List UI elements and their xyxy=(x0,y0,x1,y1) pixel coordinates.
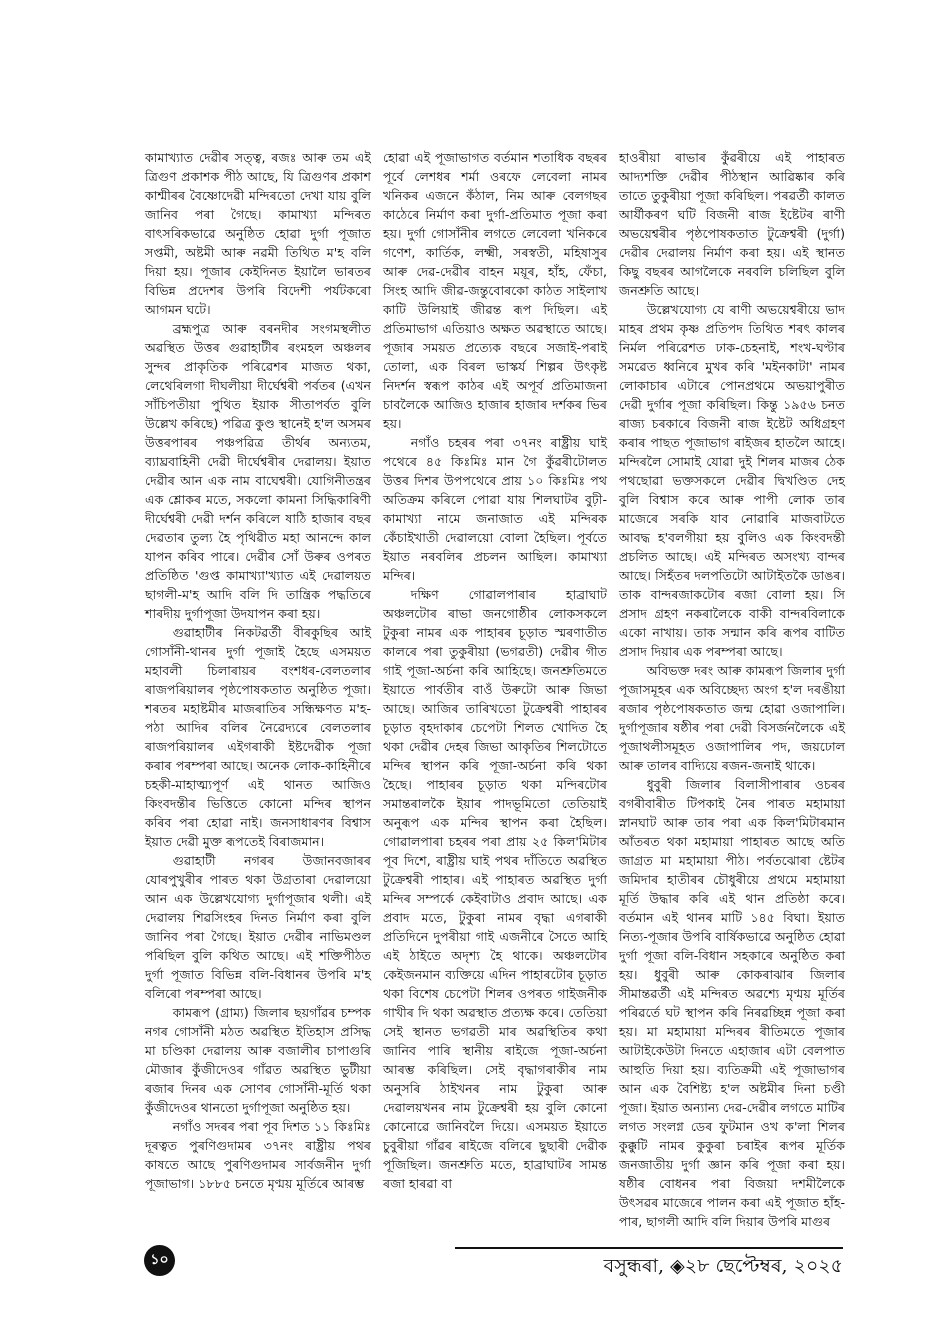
page-number: ১০ xyxy=(144,1245,175,1276)
article-column-3 xyxy=(619,148,845,1231)
article-column-2 xyxy=(383,148,607,1193)
paragraph: ব্ৰহ্মপুত্ৰ আৰু বৰনদীৰ সংগমস্থলীত অৱস্থিত উত্তৰ গুৱাহাটীৰ ৰংমহল অঞ্চলৰ সুন্দৰ প্ৰাকৃতিক পৰিৱেশৰ মাজত থকা, লেথেৰিলগা দীঘলীয়া দীৰ্ঘেশ্বৰী পৰ্বতৰ (এখন সাঁচিপতীয়া পুথিত ইয়াক সীতাপৰ্বত বুলি উল্লেখ কৰিছে) পৱিত্ৰ কুণ্ড স্থানেই হ'ল অসমৰ উত্তৰপাৰৰ পঞ্চপৱিত্ৰ তীৰ্থৰ অন্যতম, ব্যাঘ্ৰবাহিনী দেৱী দীৰ্ঘেশ্বৰীৰ দেৱালয়। ইয়াত দেৱীৰ আন এক নাম বাঘেশ্বৰী। যোগিনীতন্ত্ৰৰ এক শ্লোকৰ মতে, সকলো কামনা সিদ্ধিকাৰিণী দীৰ্ঘেশ্বৰী দেৱী দৰ্শন কৰিলে ষাঠি হাজাৰ বছৰ দেৱতাৰ তুল্য হৈ পৃথিৱীত মহা আনন্দে কাল যাপন কৰিব পাৰে। দেৱীৰ সোঁ উৰুৰ ওপৰত প্ৰতিষ্ঠিত 'গুপ্ত কামাখ্যা'খ্যাত এই দেৱালয়ত ছাগলী-ম'হ আদি বলি দি তান্ত্ৰিক পদ্ধতিৰে শাৰদীয় দুৰ্গাপূজা উদযাপন কৰা হয়। xyxy=(145,321,371,621)
paragraph: উল্লেখযোগ্য যে ৰাণী অভয়েশ্বৰীয়ে ভাদ মাহৰ প্ৰথম কৃষ্ণ প্ৰতিপদ তিথিত শৰৎ কালৰ নিৰ্মল পৰিৱেশত ঢাক-চেহনাই, শংখ-ঘণ্টাৰ সমৱেত ধ্বনিৰে মুখৰ কৰি 'মইনকাটা' নামৰ লোকাচাৰ এটাৰে পোনপ্ৰথমে অভয়াপুৰীত দেৱী দুৰ্গাৰ পূজা কৰিছিল। কিন্তু ১৯৫৬ চনত ৰাজ্য চৰকাৰে বিজনী ৰাজ ইষ্টেট অধিগ্ৰহণ কৰাৰ পাছত পূজাভাগ ৰাইজৰ হাতলৈ আহে। মন্দিৰলৈ সোমাই যোৱা দুই শিলৰ মাজৰ ঠেক পথছোৱা ভক্তসকলে দেৱীৰ দ্বিখণ্ডিত দেহ বুলি বিশ্বাস কৰে আৰু পাপী লোক তাৰ মাজেৰে সৰকি যাব নোৱাৰি মাজবাটতে আবদ্ধ হ'বলগীয়া হয় বুলিও এক কিংবদন্তী প্ৰচলিত আছে। এই মন্দিৰত অসংখ্য বান্দৰ আছে। সিহঁতৰ দলপতিটো আটাইতকৈ ডাঙৰ। তাক বান্দৰজাকটোৰ ৰজা বোলা হয়। সি প্ৰসাদ গ্ৰহণ নকৰালৈকে বাকী বান্দৰবিলাকে একো নাখায়। তাক সন্মান কৰি ৰূপৰ বাটিত প্ৰসাদ দিয়াৰ এক পৰম্পৰা আছে। xyxy=(619,302,845,659)
paragraph: হোৱা এই পূজাভাগত বৰ্তমান শতাধিক বছৰৰ পূৰ্বে লেশধৰ শৰ্মা ওৰফে লেবেলা নামৰ খনিকৰ এজনে কঁঠাল, নিম আৰু বেলগছৰ কাঠেৰে নিৰ্মাণ কৰা দুৰ্গা-প্ৰতিমাত পূজা কৰা হয়। দুৰ্গা গোসাঁনীৰ লগতে লেবেলা খনিকৰে গণেশ, কাৰ্তিক, লক্ষ্মী, সৰস্বতী, মহিষাসুৰ আৰু দেৱ-দেৱীৰ বাহন ময়ূৰ, হাঁহ, ফেঁচা, সিংহ আদি জীৱ-জন্তুবোৰকো কাঠত সাইলাখ কাটি উলিয়াই জীৱন্ত ৰূপ দিছিল। এই প্ৰতিমাভাগ এতিয়াও অক্ষত অৱস্থাতে আছে। পূজাৰ সময়ত প্ৰত্যেক বছৰে সজাই-পৰাই তোলা, এক বিৰল ভাস্কৰ্য শিল্পৰ উৎকৃষ্ট নিদৰ্শন স্বৰূপ কাঠৰ এই অপূৰ্ব প্ৰতিমাজনা চাবলৈকে আজিও হাজাৰ হাজাৰ দৰ্শকৰ ভিৰ হয়। xyxy=(383,150,607,431)
paragraph: গুৱাহাটীৰ নিকটৱৰ্তী বীৰকুছিৰ আই গোসাঁনী-থানৰ দুৰ্গা পূজাই হৈছে এসময়ত মহাবলী চিলাৰায়ৰ বংশধৰ-বেলতলাৰ ৰাজপৰিয়ালৰ পৃষ্ঠপোষকতাত অনুষ্ঠিত পূজা। শৰতৰ মহাষ্টমীৰ মাজৰাতিৰ সন্ধিক্ষণত ম'হ-পঠা আদিৰ বলিৰ নৈৱেদ্যৰে বেলতলাৰ ৰাজপৰিয়ালৰ এইগৰাকী ইষ্টদেৱীক পূজা কৰাৰ পৰম্পৰা আছে। অনেক লোক-কাহিনীৰে চহকী-মাহাত্ম্যপূৰ্ণ এই থানত আজিও কিংবদন্তীৰ ভিত্তিতে কোনো মন্দিৰ স্থাপন কৰিব পৰা হোৱা নাই। জনসাধাৰণৰ বিশ্বাস ইয়াত দেৱী মুক্ত ৰূপতেই বিৰাজমান। xyxy=(145,625,371,849)
paragraph: গুৱাহাটী নগৰৰ উজানবজাৰৰ যোৰপুখুৰীৰ পাৰত থকা উগ্ৰতাৰা দেৱালয়ো আন এক উল্লেখযোগ্য দুৰ্গাপূজাৰ থলী। এই দেৱালয় শিৱসিংহৰ দিনত নিৰ্মাণ কৰা বুলি জানিব পৰা গৈছে। ইয়াত দেৱীৰ নাভিমণ্ডল পৰিছিল বুলি কথিত আছে। এই শক্তিপীঠত দুৰ্গা পূজাত বিভিন্ন বলি-বিধানৰ উপৰি ম'হ বলিৰো পৰম্পৰা আছে। xyxy=(145,853,371,1001)
paragraph: হাওৰীয়া ৰাভাৰ কুঁৱৰীয়ে এই পাহাৰত আদ্যশক্তি দেৱীৰ পীঠস্থান আৱিষ্কাৰ কৰি তাতে তুকুৰীয়া পূজা কৰিছিল। পৰৱৰ্তী কালত আৰ্যীকৰণ ঘটি বিজনী ৰাজ ইষ্টেটৰ ৰাণী অভয়েশ্বৰীৰ পৃষ্ঠপোষকতাত টুক্ৰেশ্বৰী (দুৰ্গা) দেৱীৰ দেৱালয় নিৰ্মাণ কৰা হয়। এই স্থানত কিছু বছৰৰ আগলৈকে নৰবলি চলিছিল বুলি জনশ্ৰুতি আছে। xyxy=(619,150,845,298)
paragraph: ধুবুৰী জিলাৰ বিলাসীপাৰাৰ ওচৰৰ বগৰীবাৰীত টিপকাই নৈৰ পাৰত মহামায়া স্নানঘাট আৰু তাৰ পৰা এক কিল'মিটাৰমান আঁতৰত থকা মহামায়া পাহাৰত আছে অতি জাগ্ৰত মা মহামায়া পীঠ। পৰ্বতঝোৰা ষ্টেটৰ জমিদাৰ হাতীৰৰ চৌধুৰীয়ে প্ৰথমে মহামায়া মূৰ্তি উদ্ধাৰ কৰি এই থান প্ৰতিষ্ঠা কৰে। বৰ্তমান এই থানৰ মাটি ১৪৫ বিঘা। ইয়াত নিত্য-পূজাৰ উপৰি বাৰ্ষিকভাৱে অনুষ্ঠিত হোৱা দুৰ্গা পূজা বলি-বিধান সহকাৰে অনুষ্ঠিত কৰা হয়। ধুবুৰী আৰু কোকৰাঝাৰ জিলাৰ সীমান্তৱৰ্তী এই মন্দিৰত অৱশ্যে মৃণ্ময় মূৰ্তিৰ পৰিৱৰ্তে ঘট স্থাপন কৰি নিৰৱচ্ছিন্ন পূজা কৰা হয়। মা মহামায়া মন্দিৰৰ ৰীতিমতে পূজাৰ আটাইকেউটা দিনতে এহাজাৰ এটা বেলপাত আহুতি দিয়া হয়। ব্যতিক্ৰমী এই পূজাভাগৰ আন এক বৈশিষ্ট্য হ'ল অষ্টমীৰ দিনা চণ্ডী পূজা। ইয়াত অন্যান্য দেৱ-দেৱীৰ লগতে মাটিৰ লগত সংলগ্ন ডেৰ ফুটমান ওখ ক'লা শিলৰ কুক্কুটি নামৰ কুকুৰা চৰাইৰ ৰূপৰ মূৰ্তিক জনজাতীয় দুৰ্গা জ্ঞান কৰি পূজা কৰা হয়। ষষ্ঠীৰ বোধনৰ পৰা বিজয়া দশমীলৈকে উৎসৱৰ মাজেৰে পালন কৰা এই পূজাত হাঁহ-পাৰ, ছাগলী আদি বলি দিয়াৰ উপৰি মাগুৰ xyxy=(619,777,845,1229)
paragraph: অবিভক্ত দৰং আৰু কামৰূপ জিলাৰ দুৰ্গা পূজাসমূহৰ এক অবিচ্ছেদ্য অংগ হ'ল দৰঙীয়া ৰজাৰ পৃষ্ঠপোষকতাত জন্ম হোৱা ওজাপালি। দুৰ্গাপূজাৰ ষষ্ঠীৰ পৰা দেৱী বিসৰ্জনলৈকে এই পূজাথলীসমূহত ওজাপালিৰ পদ, জয়ঢোল আৰু তালৰ বাদ্যিয়ে ৰজন-জনাই থাকে। xyxy=(619,663,845,773)
page-footer xyxy=(0,1245,945,1305)
paragraph: কামাখ্যাত দেৱীৰ সত্ত্ব, ৰজঃ আৰু তম এই ত্ৰিগুণ প্ৰকাশক পীঠ আছে, যি ত্ৰিগুণৰ প্ৰকাশ কাশ্মীৰৰ বৈষ্ণোদেৱী মন্দিৰতো দেখা যায় বুলি জানিব পৰা গৈছে। কামাখ্যা মন্দিৰত বাৎসৰিকভাৱে অনুষ্ঠিত হোৱা দুৰ্গা পূজাত সপ্তমী, অষ্টমী আৰু নৱমী তিথিত ম'হ বলি দিয়া হয়। পূজাৰ কেইদিনত ইয়ালৈ ভাৰতৰ বিভিন্ন প্ৰদেশৰ উপৰি বিদেশী পৰ্যটকৰো আগমন ঘটে। xyxy=(145,150,371,317)
paragraph: নগাঁও চহৰৰ পৰা ৩৭নং ৰাষ্ট্ৰীয় ঘাই পথেৰে ৪৫ কিঃমিঃ মান গৈ কুঁৱৰীটোলত উত্তৰ দিশৰ উপপথেৰে প্ৰায় ১০ কিঃমিঃ পথ অতিক্ৰম কৰিলে পোৱা যায় শিলঘাটৰ বুঢ়ী-কামাখ্যা নামে জনাজাত এই মন্দিৰক কেঁচাইখাতী দেৱালয়ো বোলা হৈছিল। পূৰ্বতে ইয়াত নৰবলিৰ প্ৰচলন আছিল। কামাখ্যা মন্দিৰ। xyxy=(383,435,607,583)
paragraph: দক্ষিণ গোৱালপাৰাৰ হাব্ৰাঘাট অঞ্চলটোৰ ৰাভা জনগোষ্ঠীৰ লোকসকলে টুকুৰা নামৰ এক পাহাৰৰ চূড়াত স্মৰণাতীত কালৰে পৰা তুকুৰীয়া (ভগৱতী) দেৱীৰ গীত গাই পূজা-অৰ্চনা কৰি আহিছে। জনশ্ৰুতিমতে ইয়াতে পাৰ্বতীৰ বাওঁ উৰুটো আৰু জিভা আছে। আজিৰ তাৰিখতো টুক্ৰেশ্বৰী পাহাৰৰ চূড়াত বৃহদাকাৰ চেপেটা শিলত খোদিত হৈ থকা দেৱীৰ দেহৰ জিভা আকৃতিৰ শিলটোতে মন্দিৰ স্থাপন কৰি পূজা-অৰ্চনা কৰি থকা হৈছে। পাহাৰৰ চূড়াত থকা মন্দিৰটোৰ সমান্তৰালকৈ ইয়াৰ পাদভূমিতো তেতিয়াই অনুৰূপ এক মন্দিৰ স্থাপন কৰা হৈছিল। গোৱালপাৰা চহৰৰ পৰা প্ৰায় ২৫ কিল'মিটাৰ পূব দিশে, ৰাষ্ট্ৰীয় ঘাই পথৰ দাঁতিতে অৱস্থিত টুক্ৰেশ্বৰী পাহাৰ। এই পাহাৰত অৱস্থিত দুৰ্গা মন্দিৰ সম্পৰ্কে কেইবাটাও প্ৰবাদ আছে। এক প্ৰবাদ মতে, টুকুৰা নামৰ বৃদ্ধা এগৰাকী প্ৰতিদিনে দুপৰীয়া গাই এজনীৰে সৈতে আহি এই ঠাইতে অদৃশ্য হৈ থাকে। অঞ্চলটোৰ কেইজনমান ব্যক্তিয়ে এদিন পাহাৰটোৰ চূড়াত থকা বিশেষ চেপেটা শিলৰ ওপৰত গাইজনীক গাখীৰ দি থকা অৱস্থাত প্ৰত্যক্ষ কৰে। তেতিয়া সেই স্থানত ভগৱতী মাৰ অৱস্থিতিৰ কথা জানিব পাৰি স্থানীয় ৰাইজে পূজা-অৰ্চনা আৰম্ভ কৰিছিল। সেই বৃদ্ধাগৰাকীৰ নাম অনুসৰি ঠাইখনৰ নাম টুকুৰা আৰু দেৱালয়খনৰ নাম টুক্ৰেশ্বৰী হয় বুলি কোনো কোনোৱে জানিবলৈ দিয়ে। এসময়ত ইয়াতে চুবুৰীয়া গাঁৱৰ ৰাইজে বলিৰে ছুছাৰী দেৱীক পূজিছিল। জনশ্ৰুতি মতে, হাব্ৰাঘাটৰ সামন্ত ৰজা হাৰৱা বা xyxy=(383,587,607,1191)
publication-masthead-date: বসুন্ধৰা, ◈২৮ ছেপ্টেম্বৰ, ২০২৫ xyxy=(603,1255,843,1277)
article-column-1 xyxy=(145,148,371,1193)
footer-divider xyxy=(455,1247,843,1249)
paragraph: কামৰূপ (গ্ৰাম্য) জিলাৰ ছয়গাঁৱৰ চম্পক নগৰ গোসাঁনী মঠত অৱস্থিত ইতিহাস প্ৰসিদ্ধ মা চণ্ডিকা দেৱালয় আৰু বজালীৰ চাপাগুৰি মৌজাৰ কুঁজীদেওৰ গাঁৱত অৱস্থিত ভুটীয়া ৰজাৰ দিনৰ এক সোণৰ গোসাঁনী-মূৰ্তি থকা কুঁজীদেওৰ থানতো দুৰ্গাপূজা অনুষ্ঠিত হয়। xyxy=(145,1005,371,1115)
paragraph: নগাঁও সদৰৰ পৰা পূব দিশত ১১ কিঃমিঃ দূৰত্বত পুৰণিগুদামৰ ৩৭নং ৰাষ্ট্ৰীয় পথৰ কাষতে আছে পুৰণিগুদামৰ সাৰ্বজনীন দুৰ্গা পূজাভাগ। ১৮৮৫ চনতে মৃণ্ময় মূৰ্তিৰে আৰম্ভ xyxy=(145,1119,371,1191)
